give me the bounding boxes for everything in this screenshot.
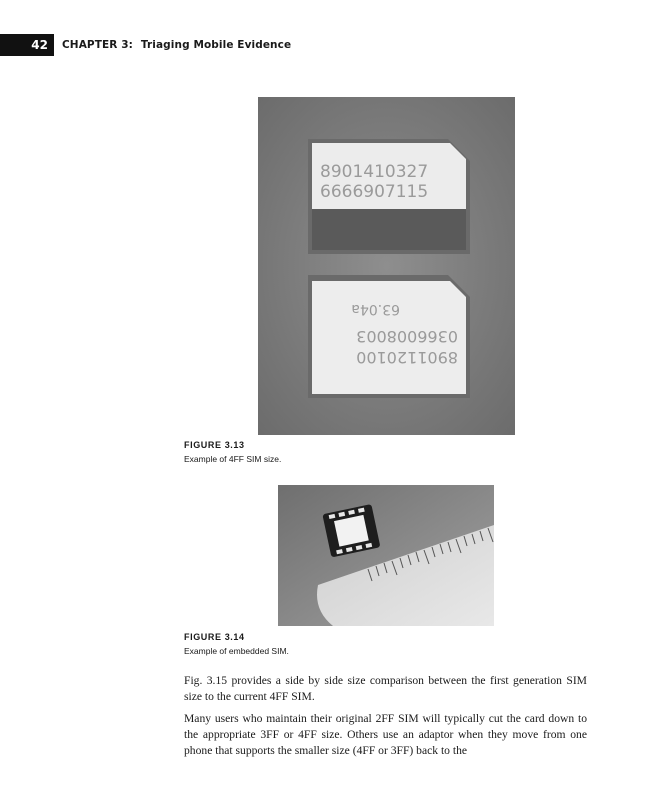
running-header xyxy=(0,34,291,56)
body-paragraph: Many users who maintain their original 2FF SIM will typically cut the card down to the appropriate 3FF or 4FF size. Others use an adaptor when they move from one phone that supports the smaller size (4FF or 3FF) back to the xyxy=(184,712,587,757)
bottom-card-line1: 63.04a xyxy=(351,301,400,317)
bottom-card-line2: 0366008003 xyxy=(356,327,458,346)
figure-embedded-sim-photo xyxy=(278,485,494,626)
figure-4ff-sim-photo xyxy=(258,97,515,435)
page-number: 42 xyxy=(0,34,54,56)
embedded-sim-image xyxy=(278,485,494,626)
top-card-line1: 8901410327 xyxy=(320,162,429,182)
bottom-card-line3: 890112010​0 xyxy=(356,348,458,367)
figure-caption-3-14 xyxy=(184,632,289,656)
figure-caption-3-13 xyxy=(184,440,281,464)
chapter-label: CHAPTER 3: xyxy=(62,39,133,51)
chapter-title: Triaging Mobile Evidence xyxy=(140,39,292,51)
top-card-line2: 6666907115 xyxy=(320,182,429,202)
body-paragraph: Fig. 3.15 provides a side by side size comparison between the first generation SIM size to the current 4FF SIM. xyxy=(184,674,587,703)
sim-cards-image xyxy=(258,97,515,435)
figure-description: Example of 4FF SIM size. xyxy=(184,454,282,464)
chapter-heading xyxy=(62,39,291,51)
figure-label: FIGURE 3.13 xyxy=(184,440,245,450)
figure-label: FIGURE 3.14 xyxy=(184,632,245,642)
top-card-stripe xyxy=(312,209,466,250)
figure-description: Example of embedded SIM. xyxy=(184,646,289,656)
